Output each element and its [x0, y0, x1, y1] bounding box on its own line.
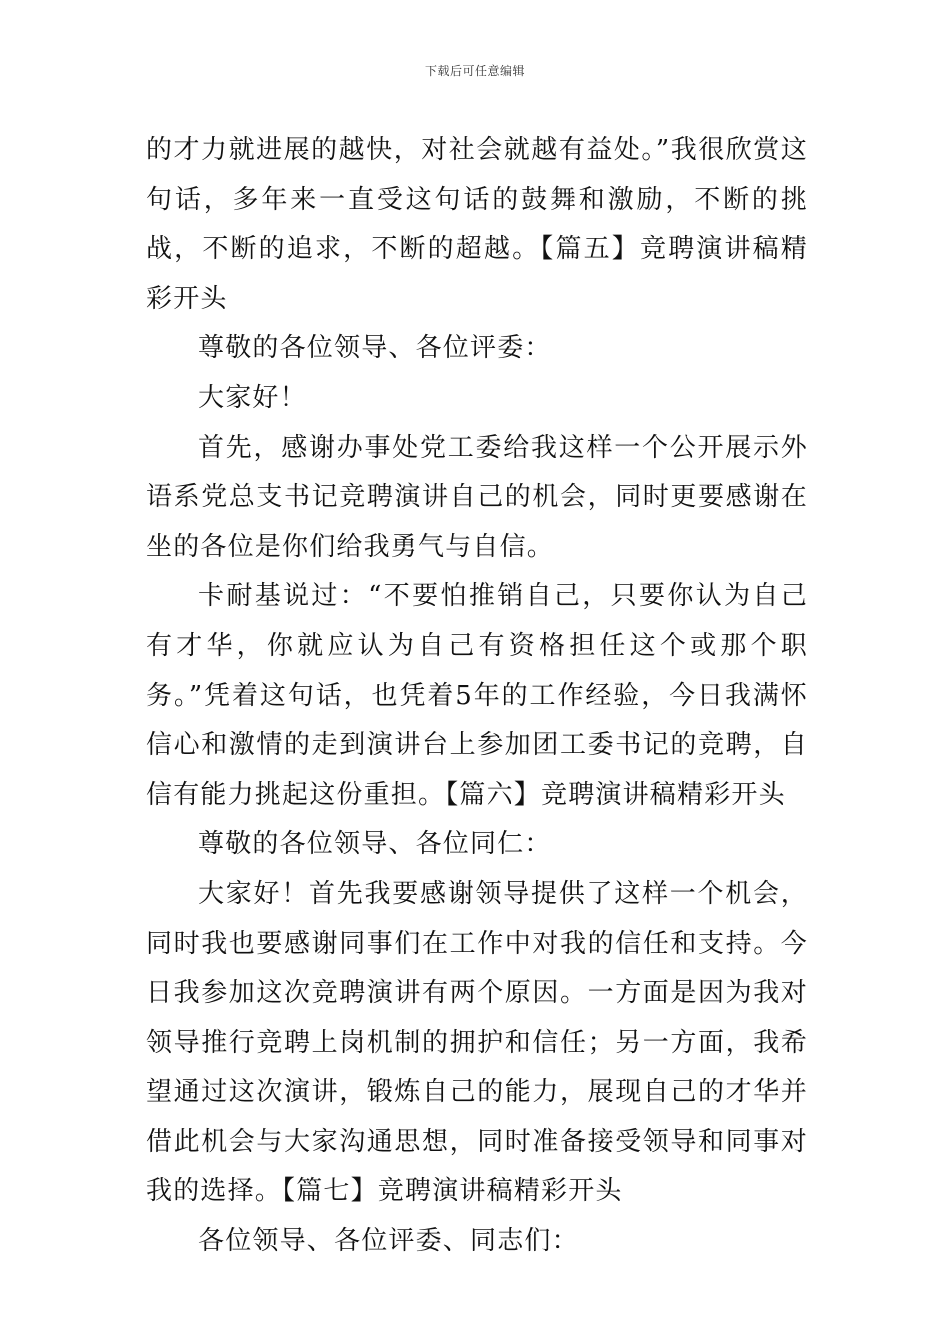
paragraph: 卡耐基说过：“不要怕推销自己，只要你认为自己有才华，你就应认为自己有资格担任这个或那个职务。”凭着这句话，也凭着5年的工作经验，今日我满怀信心和激情的走到演讲台上参加团工委书记的竞聘，自信有能力挑起这份重担。【篇六】竞聘演讲稿精彩开头 — [146, 581, 808, 810]
paragraph: 大家好！首先我要感谢领导提供了这样一个机会，同时我也要感谢同事们在工作中对我的信任和支持。今日我参加这次竞聘演讲有两个原因。一方面是因为我对领导推行竞聘上岗机制的拥护和信任；另一方面，我希望通过这次演讲，锻炼自己的能力，展现自己的才华并借此机会与大家沟通思想，同时准备接受领导和同事对我的选择。【篇七】竞聘演讲稿精彩开头 — [146, 878, 808, 1207]
paragraph: 大家好！ — [198, 382, 307, 413]
document-body — [146, 126, 808, 1267]
paragraph: 各位领导、各位评委、同志们： — [198, 1226, 579, 1257]
paragraph: 的才力就进展的越快，对社会就越有益处。”我很欣赏这句话，多年来一直受这句话的鼓舞和激励，不断的挑战，不断的追求，不断的超越。【篇五】竞聘演讲稿精彩开头 — [146, 135, 808, 314]
paragraph: 首先，感谢办事处党工委给我这样一个公开展示外语系党总支书记竞聘演讲自己的机会，同时更要感谢在坐的各位是你们给我勇气与自信。 — [146, 432, 808, 562]
paragraph: 尊敬的各位领导、各位同仁： — [198, 829, 552, 860]
page-header-note: 下载后可任意编辑 — [424, 64, 525, 78]
paragraph: 尊敬的各位领导、各位评委： — [198, 333, 552, 364]
